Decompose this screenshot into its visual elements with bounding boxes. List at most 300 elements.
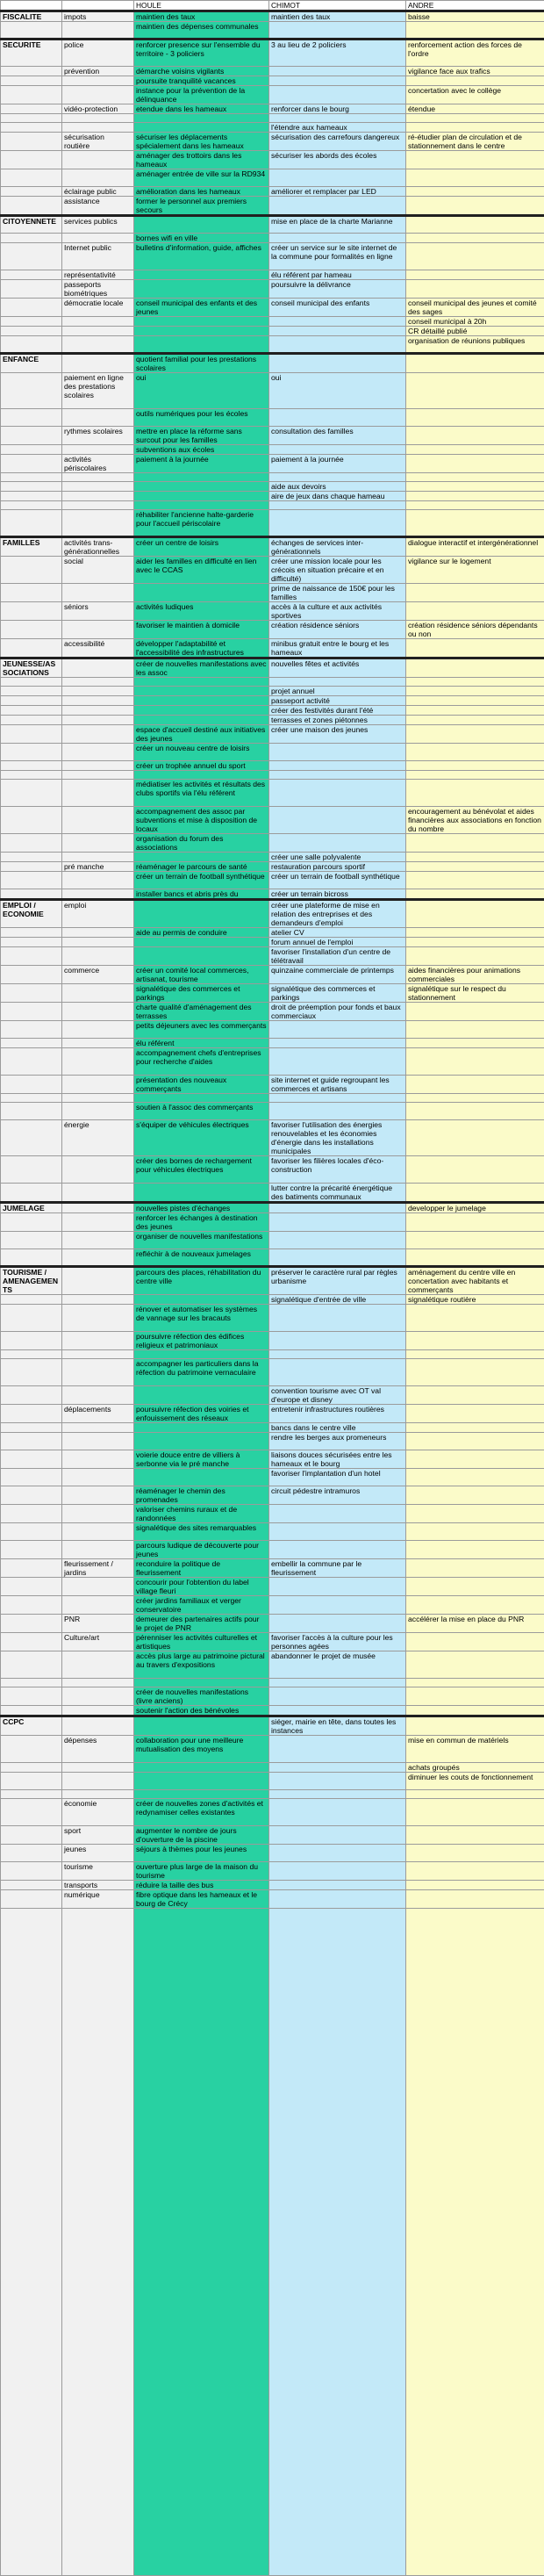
- cell-topic: [62, 678, 134, 687]
- cell-houle: présentation des nouveaux commerçants: [134, 1076, 269, 1094]
- cell-chimot: création résidence séniors: [269, 621, 406, 639]
- cell-topic: [62, 1350, 134, 1359]
- cell-theme: [1, 602, 62, 621]
- cell-topic: énergie: [62, 1120, 134, 1156]
- table-row: [1, 327, 544, 336]
- table-row: [1, 853, 544, 862]
- cell-andre: [406, 947, 544, 966]
- table-row: [1, 1826, 544, 1845]
- cell-chimot: minibus gratuit entre le bourg et les hameaux: [269, 639, 406, 658]
- table-row: [1, 947, 544, 966]
- cell-topic: social: [62, 557, 134, 584]
- cell-chimot: [269, 1773, 406, 1790]
- table-row: [1, 86, 544, 104]
- cell-houle: réhabiliter l'ancienne halte-garderie pour l'accueil périscolaire: [134, 510, 269, 537]
- cell-theme: [1, 1120, 62, 1156]
- cell-andre: [406, 696, 544, 706]
- cell-chimot: favoriser l'installation d'un centre de télétravail: [269, 947, 406, 966]
- cell-theme: [1, 455, 62, 473]
- cell-topic: [62, 1790, 134, 1799]
- cell-andre: [406, 373, 544, 409]
- cell-theme: [1, 22, 62, 40]
- cell-andre: [406, 889, 544, 900]
- table-row: [1, 40, 544, 67]
- table-row: [1, 938, 544, 947]
- cell-andre: dialogue interactif et intergénérationnel: [406, 537, 544, 557]
- cell-houle: [134, 706, 269, 716]
- cell-andre: [406, 1156, 544, 1184]
- cell-topic: pré manche: [62, 862, 134, 872]
- cell-theme: [1, 482, 62, 492]
- cell-theme: [1, 1156, 62, 1184]
- cell-theme: [1, 373, 62, 409]
- cell-theme: [1, 687, 62, 696]
- cell-andre: [406, 445, 544, 455]
- cell-chimot: [269, 678, 406, 687]
- cell-chimot: [269, 1679, 406, 1687]
- table-row: [1, 197, 544, 216]
- cell-topic: [62, 317, 134, 327]
- table-row: [1, 1295, 544, 1305]
- cell-topic: [62, 1541, 134, 1559]
- cell-theme: SECURITE: [1, 40, 62, 67]
- table-row: [1, 1716, 544, 1736]
- cell-andre: aménagement du centre ville en concertation avec habitants et commerçants: [406, 1267, 544, 1295]
- table-row: [1, 67, 544, 76]
- cell-theme: [1, 1845, 62, 1862]
- cell-houle: démarche voisins vigilants: [134, 67, 269, 76]
- cell-topic: [62, 492, 134, 501]
- cell-chimot: [269, 1578, 406, 1596]
- cell-topic: [62, 716, 134, 725]
- cell-theme: [1, 725, 62, 744]
- cell-theme: [1, 510, 62, 537]
- cell-chimot: [269, 1203, 406, 1213]
- cell-houle: quotient familial pour les prestations scolaires: [134, 354, 269, 373]
- cell-houle: réaménager le chemin des promenades: [134, 1486, 269, 1505]
- cell-houle: soutien à l'assoc des commerçants: [134, 1103, 269, 1120]
- cell-houle: charte qualité d'aménagement des terrasses: [134, 1003, 269, 1021]
- cell-topic: [62, 76, 134, 86]
- table-row: [1, 1541, 544, 1559]
- cell-houle: créer de nouvelles manifestations (livre anciens): [134, 1687, 269, 1706]
- table-row: [1, 1450, 544, 1469]
- cell-houle: signalétique des commerces et parkings: [134, 984, 269, 1003]
- cell-chimot: [269, 1790, 406, 1799]
- cell-topic: [62, 584, 134, 602]
- cell-chimot: [269, 327, 406, 336]
- cell-chimot: [269, 1687, 406, 1706]
- cell-chimot: restauration parcours sportif: [269, 862, 406, 872]
- cell-houle: petits déjeuners avec les commerçants: [134, 1021, 269, 1039]
- cell-chimot: consultation des familles: [269, 427, 406, 445]
- cell-houle: créer un terrain de football synthétique: [134, 872, 269, 889]
- cell-andre: [406, 123, 544, 133]
- table-row: [1, 492, 544, 501]
- cell-topic: [62, 501, 134, 510]
- cell-topic: [62, 658, 134, 678]
- cell-theme: JEUNESSE/ASSOCIATIONS: [1, 658, 62, 678]
- cell-chimot: bancs dans le centre ville: [269, 1423, 406, 1433]
- table-row: [1, 1267, 544, 1295]
- cell-topic: [62, 1232, 134, 1249]
- cell-topic: [62, 1423, 134, 1433]
- empty-cell: [1, 1909, 62, 2576]
- table-row: [1, 317, 544, 327]
- cell-andre: [406, 216, 544, 234]
- cell-chimot: sécurisation des carrefours dangereux: [269, 133, 406, 151]
- cell-topic: [62, 1103, 134, 1120]
- table-row: [1, 1433, 544, 1450]
- cell-andre: mise en commun de matériels: [406, 1736, 544, 1763]
- cell-theme: [1, 492, 62, 501]
- cell-houle: ouverture plus large de la maison du tourisme: [134, 1862, 269, 1881]
- cell-theme: [1, 1295, 62, 1305]
- cell-chimot: [269, 1890, 406, 1909]
- table-row: [1, 1596, 544, 1615]
- cell-houle: réduire la taille des bus: [134, 1881, 269, 1890]
- empty-cell: [406, 1909, 544, 2576]
- cell-andre: [406, 482, 544, 492]
- cell-theme: [1, 1596, 62, 1615]
- cell-theme: [1, 862, 62, 872]
- cell-chimot: [269, 169, 406, 187]
- table-body: [1, 1, 544, 2576]
- table-row: [1, 299, 544, 317]
- cell-houle: créer un nouveau centre de loisirs: [134, 744, 269, 761]
- table-row: [1, 76, 544, 86]
- cell-topic: [62, 1156, 134, 1184]
- cell-theme: [1, 966, 62, 984]
- cell-theme: [1, 86, 62, 104]
- cell-theme: FAMILLES: [1, 537, 62, 557]
- cell-andre: [406, 1881, 544, 1890]
- table-row: [1, 409, 544, 427]
- cell-andre: [406, 584, 544, 602]
- cell-theme: [1, 1763, 62, 1773]
- cell-houle: aménager des trottoirs dans les hameaux: [134, 151, 269, 169]
- cell-theme: ENFANCE: [1, 354, 62, 373]
- cell-houle: [134, 1679, 269, 1687]
- cell-topic: [62, 234, 134, 243]
- table-row: [1, 510, 544, 537]
- cell-houle: soutenir l'action des bénévoles: [134, 1706, 269, 1716]
- cell-andre: [406, 780, 544, 807]
- cell-theme: [1, 114, 62, 123]
- cell-andre: CR détaillé publié: [406, 327, 544, 336]
- cell-theme: [1, 1039, 62, 1048]
- cell-houle: bulletins d'information, guide, affiches: [134, 243, 269, 270]
- table-row: [1, 501, 544, 510]
- cell-andre: [406, 1826, 544, 1845]
- cell-chimot: [269, 1845, 406, 1862]
- table-row: [1, 354, 544, 373]
- table-row: [1, 1763, 544, 1773]
- cell-chimot: [269, 473, 406, 482]
- cell-topic: [62, 1184, 134, 1203]
- cell-chimot: paiement à la journée: [269, 455, 406, 473]
- cell-andre: [406, 22, 544, 40]
- cell-houle: demeurer des partenaires actifs pour le projet de PNR: [134, 1615, 269, 1633]
- table-row: [1, 1615, 544, 1633]
- table-row: [1, 280, 544, 299]
- cell-theme: [1, 834, 62, 853]
- cell-houle: accompagner les particuliers dans la réfection du patrimoine vernaculaire: [134, 1359, 269, 1386]
- cell-topic: [62, 872, 134, 889]
- cell-topic: [62, 744, 134, 761]
- cell-houle: mettre en place la réforme sans surcout pour les familles: [134, 427, 269, 445]
- cell-theme: [1, 1423, 62, 1433]
- table-row: [1, 537, 544, 557]
- empty-cell: [134, 1909, 269, 2576]
- cell-topic: [62, 445, 134, 455]
- cell-houle: [134, 492, 269, 501]
- cell-theme: [1, 584, 62, 602]
- cell-andre: [406, 928, 544, 938]
- cell-andre: [406, 725, 544, 744]
- cell-chimot: [269, 1596, 406, 1615]
- cell-chimot: lutter contre la précarité énergétique des batiments communaux: [269, 1184, 406, 1203]
- cell-andre: [406, 409, 544, 427]
- cell-houle: [134, 1094, 269, 1103]
- cell-houle: séjours à thèmes pour les jeunes: [134, 1845, 269, 1862]
- cell-andre: [406, 1890, 544, 1909]
- cell-chimot: [269, 1359, 406, 1386]
- cell-theme: [1, 317, 62, 327]
- table-row: [1, 1332, 544, 1350]
- cell-topic: [62, 1433, 134, 1450]
- cell-topic: transports: [62, 1881, 134, 1890]
- cell-houle: [134, 336, 269, 354]
- cell-houle: rénover et automatiser les systèmes de vannage sur les bracauts: [134, 1305, 269, 1332]
- cell-theme: FISCALITE: [1, 11, 62, 22]
- cell-chimot: créer une mission locale pour les crécois en situation précaire et en difficulté): [269, 557, 406, 584]
- cell-houle: [134, 1295, 269, 1305]
- cell-theme: [1, 1213, 62, 1232]
- cell-houle: [134, 938, 269, 947]
- cell-chimot: [269, 76, 406, 86]
- cell-chimot: accès à la culture et aux activités sportives: [269, 602, 406, 621]
- cell-andre: conseil municipal à 20h: [406, 317, 544, 327]
- table-row: [1, 1799, 544, 1826]
- filler-row: [1, 1909, 544, 2576]
- cell-topic: [62, 1469, 134, 1486]
- table-row: [1, 1679, 544, 1687]
- cell-houle: réaménager le parcours de santé: [134, 862, 269, 872]
- cell-chimot: [269, 771, 406, 780]
- cell-houle: [134, 853, 269, 862]
- cell-topic: [62, 1450, 134, 1469]
- cell-houle: oui: [134, 373, 269, 409]
- table-row: [1, 1486, 544, 1505]
- cell-chimot: [269, 234, 406, 243]
- cell-topic: [62, 22, 134, 40]
- cell-topic: [62, 1505, 134, 1523]
- cell-andre: étendue: [406, 104, 544, 114]
- cell-houle: instance pour la prévention de la délinquance: [134, 86, 269, 104]
- cell-andre: [406, 1213, 544, 1232]
- cell-houle: maintien des taux: [134, 11, 269, 22]
- cell-houle: [134, 280, 269, 299]
- table-row: [1, 1232, 544, 1249]
- cell-theme: [1, 1615, 62, 1633]
- cell-topic: paiement en ligne des prestations scolaires: [62, 373, 134, 409]
- empty-cell: [269, 1909, 406, 2576]
- cell-topic: sécurisation routière: [62, 133, 134, 151]
- cell-chimot: prime de naissance de 150€ pour les familles: [269, 584, 406, 602]
- cell-theme: [1, 1541, 62, 1559]
- table-row: [1, 678, 544, 687]
- cell-houle: espace d'accueil destiné aux initiatives des jeunes: [134, 725, 269, 744]
- table-row: [1, 1076, 544, 1094]
- cell-andre: [406, 197, 544, 216]
- cell-andre: [406, 1469, 544, 1486]
- cell-houle: organisation du forum des associations: [134, 834, 269, 853]
- cell-chimot: [269, 834, 406, 853]
- cell-topic: [62, 114, 134, 123]
- cell-andre: [406, 187, 544, 197]
- table-row: [1, 133, 544, 151]
- cell-chimot: siéger, mairie en tête, dans toutes les instances: [269, 1716, 406, 1736]
- cell-topic: dépenses: [62, 1736, 134, 1763]
- cell-theme: [1, 169, 62, 187]
- cell-chimot: convention tourisme avec OT val d'europe et disney: [269, 1386, 406, 1405]
- table-row: [1, 1203, 544, 1213]
- table-row: [1, 1790, 544, 1799]
- cell-chimot: conseil municipal des enfants: [269, 299, 406, 317]
- cell-andre: [406, 938, 544, 947]
- cell-andre: [406, 1249, 544, 1267]
- cell-topic: [62, 1596, 134, 1615]
- table-row: [1, 761, 544, 771]
- cell-chimot: [269, 445, 406, 455]
- cell-chimot: quinzaine commerciale de printemps: [269, 966, 406, 984]
- cell-topic: [62, 771, 134, 780]
- cell-andre: [406, 687, 544, 696]
- table-row: [1, 1350, 544, 1359]
- cell-chimot: rendre les berges aux promeneurs: [269, 1433, 406, 1450]
- cell-andre: [406, 1799, 544, 1826]
- cell-theme: [1, 1773, 62, 1790]
- cell-chimot: terrasses et zones piétonnes: [269, 716, 406, 725]
- cell-houle: renforcer les échanges à destination des jeunes: [134, 1213, 269, 1232]
- cell-theme: [1, 280, 62, 299]
- table-row: [1, 473, 544, 482]
- cell-houle: bornes wifi en ville: [134, 234, 269, 243]
- cell-topic: [62, 947, 134, 966]
- cell-chimot: élu référent par hameau: [269, 270, 406, 280]
- table-row: [1, 1706, 544, 1716]
- cell-topic: [62, 984, 134, 1003]
- cell-topic: [62, 123, 134, 133]
- cell-houle: aide au permis de conduire: [134, 928, 269, 938]
- table-row: [1, 602, 544, 621]
- cell-houle: [134, 716, 269, 725]
- header-cell-theme: [1, 1, 62, 11]
- cell-andre: [406, 501, 544, 510]
- cell-houle: conseil municipal des enfants et des jeunes: [134, 299, 269, 317]
- cell-houle: installer bancs et abris près du: [134, 889, 269, 900]
- table-row: [1, 1736, 544, 1763]
- cell-chimot: [269, 86, 406, 104]
- cell-chimot: favoriser l'implantation d'un hotel: [269, 1469, 406, 1486]
- cell-topic: [62, 1706, 134, 1716]
- cell-andre: [406, 900, 544, 928]
- cell-andre: [406, 1716, 544, 1736]
- cell-andre: [406, 1094, 544, 1103]
- cell-topic: PNR: [62, 1615, 134, 1633]
- cell-theme: [1, 1559, 62, 1578]
- cell-houle: [134, 1773, 269, 1790]
- cell-houle: sécuriser les déplacements spécialement dans les hameaux: [134, 133, 269, 151]
- cell-topic: [62, 1332, 134, 1350]
- cell-chimot: [269, 67, 406, 76]
- table-row: [1, 1687, 544, 1706]
- cell-houle: refléchir à de nouveaux jumelages: [134, 1249, 269, 1267]
- cell-theme: [1, 1523, 62, 1541]
- cell-topic: [62, 482, 134, 492]
- table-row: [1, 336, 544, 354]
- table-row: [1, 889, 544, 900]
- cell-andre: accélérer la mise en place du PNR: [406, 1615, 544, 1633]
- cell-chimot: [269, 510, 406, 537]
- table-row: [1, 658, 544, 678]
- cell-theme: [1, 1486, 62, 1505]
- cell-chimot: abandonner le projet de musée: [269, 1651, 406, 1679]
- cell-theme: [1, 1359, 62, 1386]
- table-row: [1, 1651, 544, 1679]
- table-row: [1, 104, 544, 114]
- table-row: [1, 1249, 544, 1267]
- cell-theme: CCPC: [1, 1716, 62, 1736]
- cell-theme: [1, 639, 62, 658]
- cell-houle: [134, 1386, 269, 1405]
- cell-topic: représentativité: [62, 270, 134, 280]
- cell-theme: [1, 427, 62, 445]
- cell-topic: [62, 151, 134, 169]
- header-cell-houle: HOULE: [134, 1, 269, 11]
- cell-chimot: [269, 1523, 406, 1541]
- cell-chimot: l'étendre aux hameaux: [269, 123, 406, 133]
- cell-chimot: 3 au lieu de 2 policiers: [269, 40, 406, 67]
- cell-houle: pérenniser les activités culturelles et artistiques: [134, 1633, 269, 1651]
- cell-theme: EMPLOI / ECONOMIE: [1, 900, 62, 928]
- cell-houle: créer un trophée annuel du sport: [134, 761, 269, 771]
- table-row: [1, 696, 544, 706]
- table-row: [1, 780, 544, 807]
- cell-theme: [1, 1890, 62, 1909]
- cell-andre: [406, 1405, 544, 1423]
- cell-theme: [1, 501, 62, 510]
- cell-chimot: [269, 22, 406, 40]
- cell-theme: [1, 1881, 62, 1890]
- table-row: [1, 584, 544, 602]
- cell-houle: créer un centre de loisirs: [134, 537, 269, 557]
- cell-theme: [1, 1651, 62, 1679]
- cell-chimot: [269, 317, 406, 327]
- cell-chimot: [269, 354, 406, 373]
- cell-houle: signalétique des sites remarquables: [134, 1523, 269, 1541]
- cell-chimot: circuit pédestre intramuros: [269, 1486, 406, 1505]
- cell-andre: [406, 761, 544, 771]
- cell-chimot: [269, 1332, 406, 1350]
- cell-andre: developper le jumelage: [406, 1203, 544, 1213]
- cell-andre: [406, 510, 544, 537]
- table-row: [1, 270, 544, 280]
- cell-houle: parcours ludique de découverte pour jeunes: [134, 1541, 269, 1559]
- cell-chimot: [269, 1213, 406, 1232]
- table-row: [1, 1094, 544, 1103]
